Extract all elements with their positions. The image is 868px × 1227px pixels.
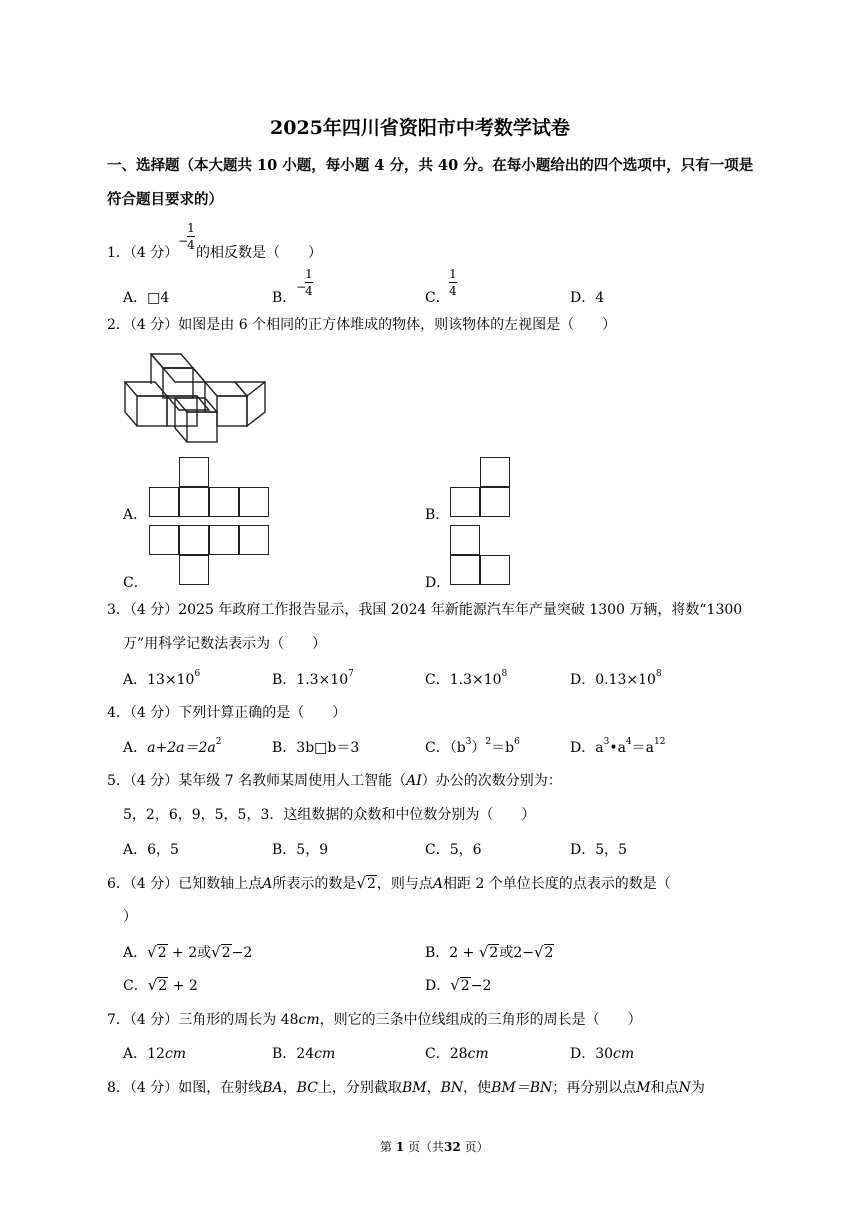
q6-line2: ）: [123, 909, 137, 925]
page-footer: 第 1 页（共32 页）: [380, 1140, 489, 1154]
q2-option-c-label: C．: [123, 575, 148, 591]
q1-option-c-label: C．: [425, 290, 450, 306]
q2-option-d-figure: [450, 525, 510, 585]
q2-option-d-label: D．: [425, 575, 451, 591]
page-title: 2025年四川省资阳市中考数学试卷: [270, 117, 570, 139]
q1-text: 的相反数是（ ）: [196, 245, 322, 261]
section-header-line1: 一、选择题（本大题共 10 小题，每小题 4 分，共 40 分。在每小题给出的四个选项中，只有一项是: [107, 157, 754, 174]
q7-text: 7．（4 分）三角形的周长为 48cm，则它的三条中位线组成的三角形的周长是（ ）: [107, 1012, 642, 1028]
q1-option-a: A．□4: [123, 290, 170, 306]
q3-option-c: C．$1.3\times 10^8$: [425, 669, 508, 688]
q5-line1: 5．（4 分）某年级 7 名教师某周使用人工智能（AI）办公的次数分别为：: [107, 773, 562, 789]
q4-text: 4．（4 分）下列计算正确的是（ ）: [107, 705, 347, 721]
q6-option-d: D．√2−2: [425, 976, 492, 994]
q6-option-c: C．√2 + 2: [123, 976, 198, 994]
q1-c-num: 1: [449, 267, 457, 281]
q6-line1: 6．（4 分）已知数轴上点A所表示的数是√2，则与点A相距 2 个单位长度的点表示的数是（: [107, 874, 671, 892]
q1-frac-den: 4: [187, 238, 195, 252]
q3-option-d: D．$0.13\times 10^8$: [570, 669, 662, 688]
q8-line1: 8．（4 分）如图，在射线BA，BC上，分别截取BM，BN，使BM＝BN；再分别以点M和点N为: [107, 1080, 705, 1096]
q7-option-a: A．12cm: [123, 1046, 187, 1062]
q5-option-b: B．5，9: [272, 842, 329, 858]
q5-option-d: D．5，5: [570, 842, 628, 858]
q1-c-den: 4: [449, 284, 457, 298]
q4-option-c: C．$(b^3)^2=b^6$: [425, 737, 520, 756]
q1-frac-neg: −: [178, 234, 189, 248]
q1-b-den: 4: [305, 284, 313, 298]
q4-option-a: A．$a+2a=2a^2$: [123, 737, 222, 756]
q5-option-c: C．5，6: [425, 842, 482, 858]
q3-line1: 3．（4 分）2025 年政府工作报告显示，我国 2024 年新能源汽车年产量突破 1300 万辆，将数“1300: [107, 602, 743, 618]
q3-line2: 万”用科学记数法表示为（ ）: [123, 636, 327, 652]
q2-cube-figure: [121, 350, 271, 446]
q4-option-d: D．$a^3•a^4=a^{12}$: [570, 737, 666, 756]
q2-option-c-figure: [149, 525, 269, 585]
q7-option-b: B．24cm: [272, 1046, 336, 1062]
q1-frac-num: 1: [187, 221, 195, 235]
q4-option-b: B．3b□b＝3: [272, 740, 360, 756]
q6-option-b: B．2 + √2或2−√2: [425, 943, 554, 961]
q6-option-a: A．√2 + 2或√2−2: [123, 943, 253, 961]
q1-b-neg: −: [296, 280, 307, 294]
q2-option-a-figure: [149, 457, 269, 517]
q5-option-a: A．6，5: [123, 842, 179, 858]
q2-option-b-figure: [450, 457, 510, 517]
q5-line2: 5，2，6，9，5，5，3．这组数据的众数和中位数分别为（ ）: [123, 807, 536, 823]
section-header-line2: 符合题目要求的）: [107, 191, 223, 208]
q7-option-c: C．28cm: [425, 1046, 489, 1062]
q7-option-d: D．30cm: [570, 1046, 635, 1062]
q1-option-b-label: B．: [272, 290, 297, 306]
q2-option-a-label: A．: [123, 507, 148, 523]
q1-number: 1．（4 分）: [107, 245, 179, 261]
q3-option-b: B．$1.3\times 10^7$: [272, 669, 354, 688]
q1-option-d: D．4: [570, 290, 605, 306]
q2-text: 2．（4 分）如图是由 6 个相同的正方体堆成的物体，则该物体的左视图是（ ）: [107, 317, 617, 333]
q1-b-num: 1: [305, 267, 313, 281]
q3-option-a: A．$13\times 10^6$: [123, 669, 201, 688]
q2-option-b-label: B．: [425, 507, 450, 523]
